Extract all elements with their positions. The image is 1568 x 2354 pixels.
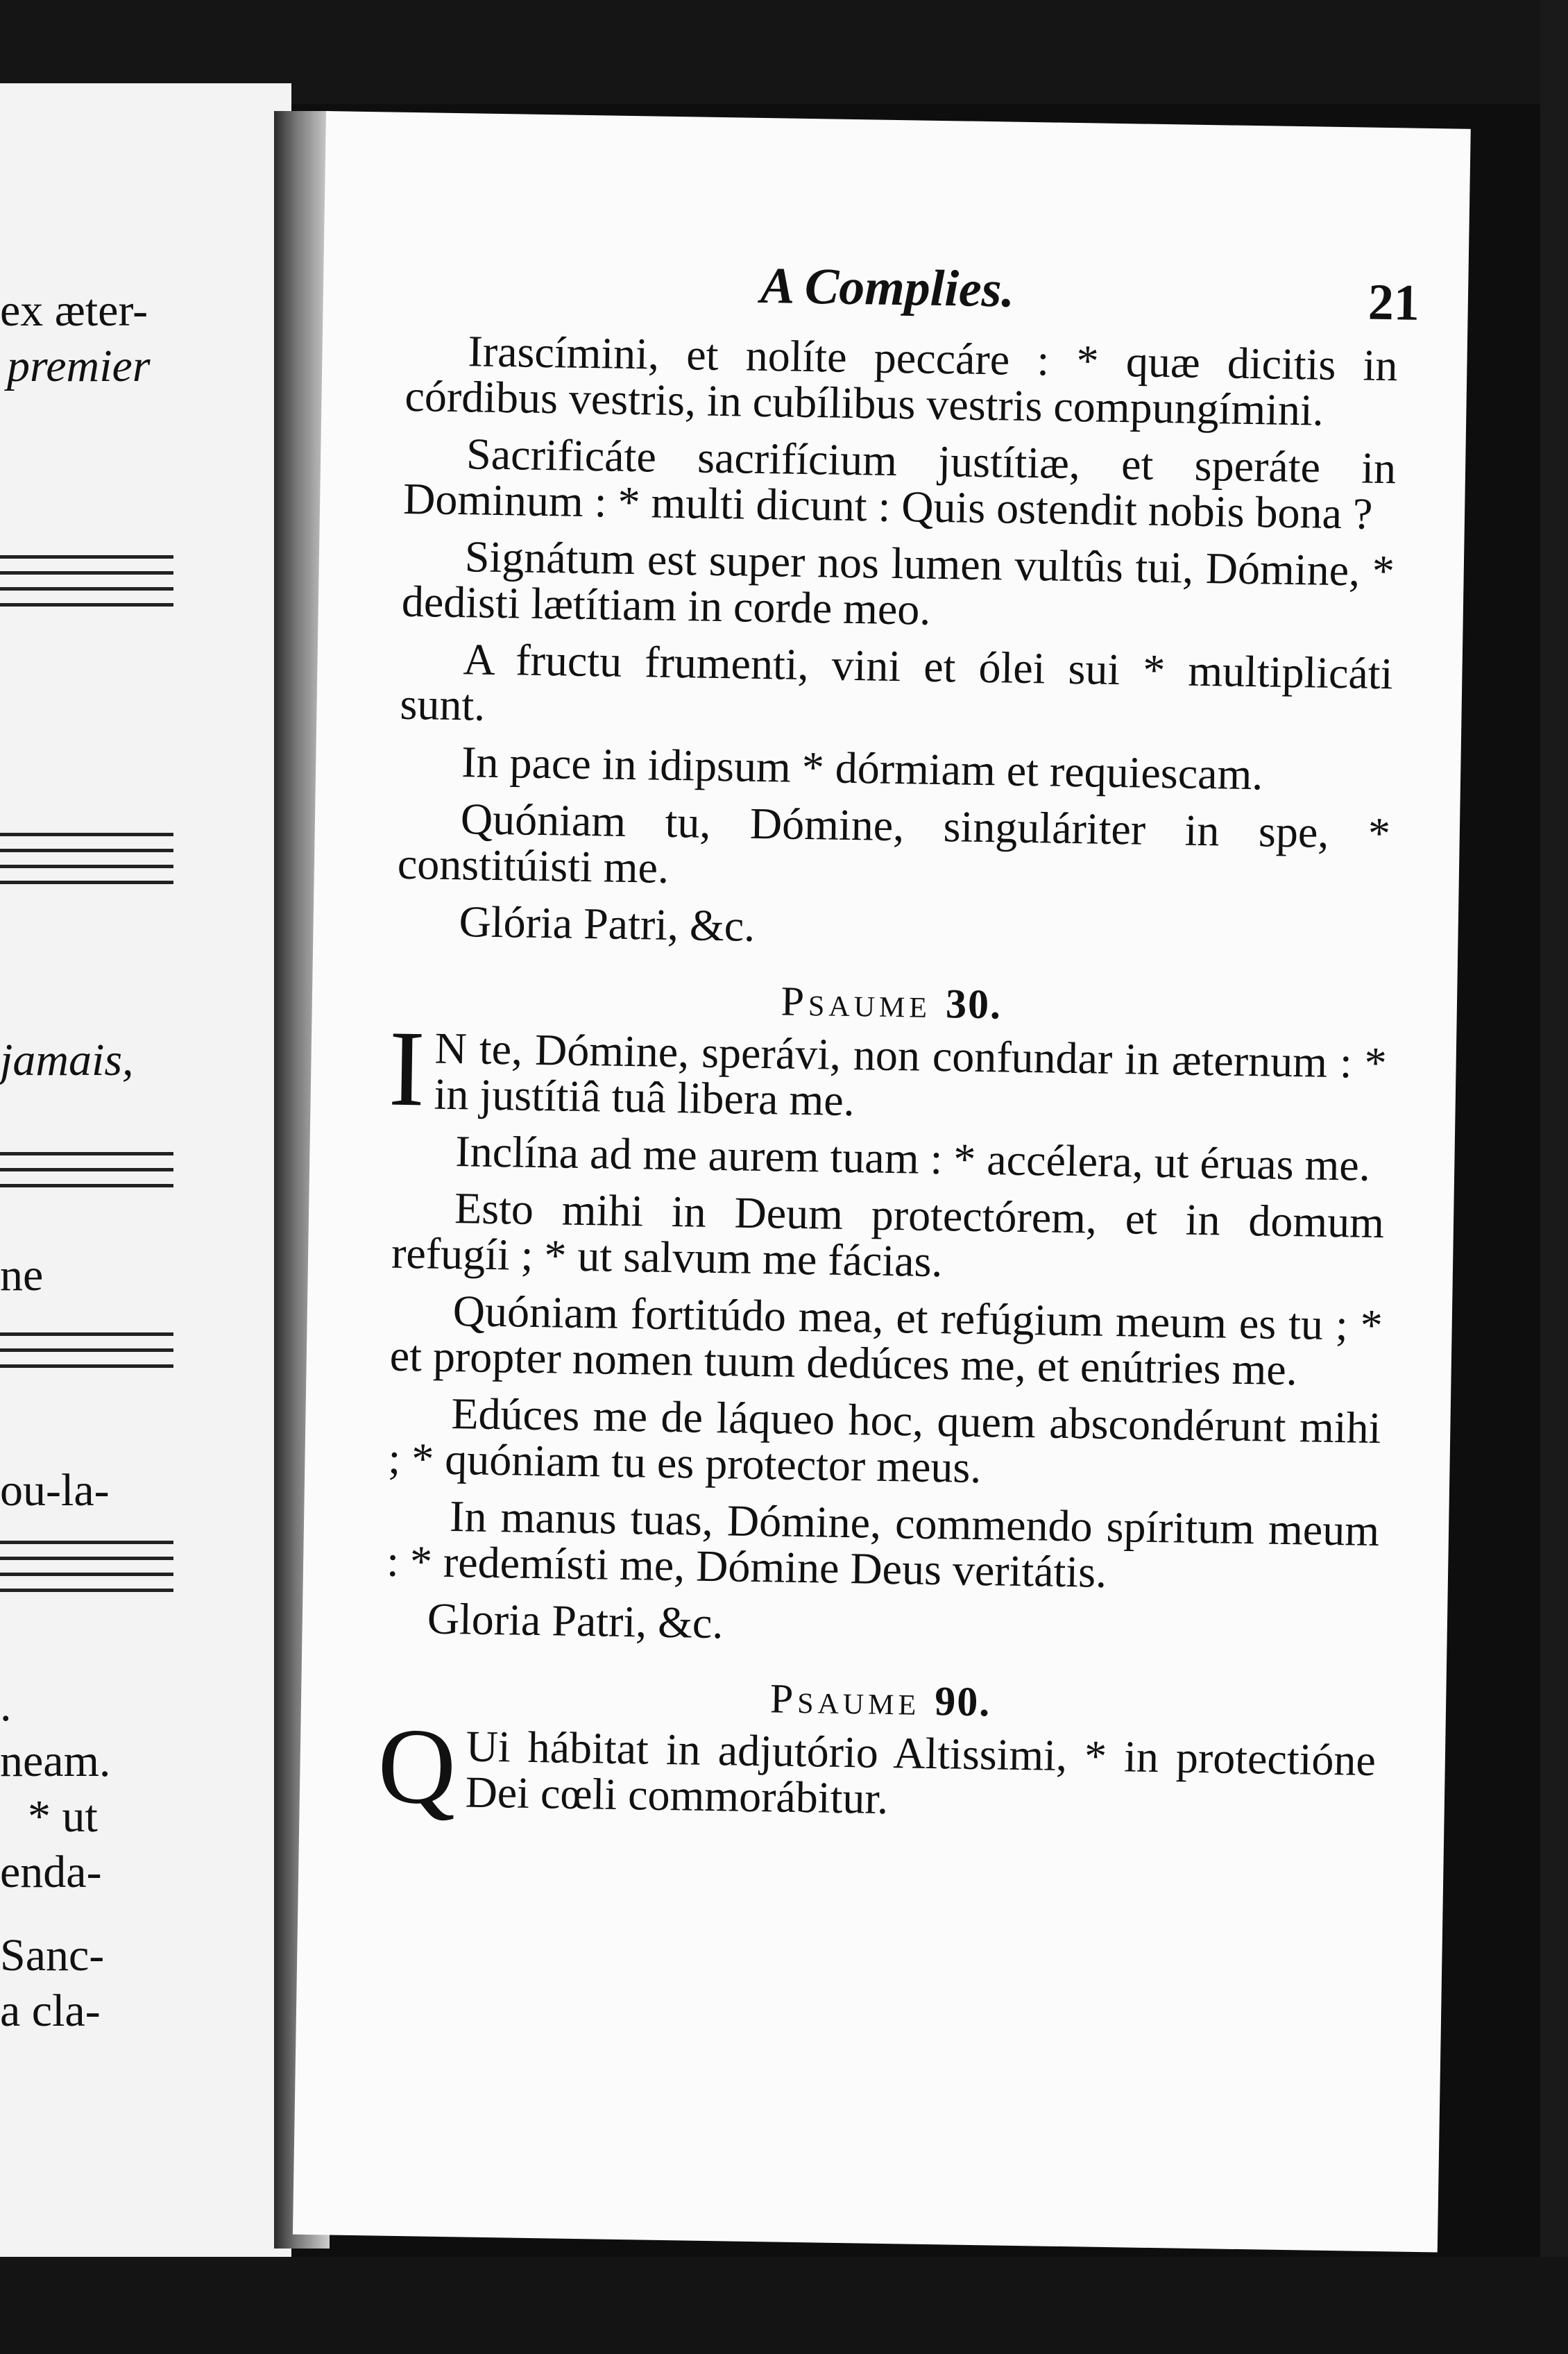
left-fragment: a cla- <box>0 1985 101 2036</box>
psalm-heading-number: 90. <box>934 1678 991 1725</box>
drop-cap: Q <box>377 1705 457 1827</box>
left-fragment: . <box>0 1680 12 1731</box>
verse: Edúces me de láqueo hoc, quem abscondérunt mihi ; * quóniam tu es protector meus. <box>387 1389 1381 1493</box>
psalm-heading-number: 30. <box>945 981 1003 1028</box>
left-fragment: ou-la- <box>0 1465 110 1516</box>
music-staff <box>0 555 173 619</box>
scan-border-right <box>1540 0 1568 2354</box>
left-fragment: Sanc- <box>0 1930 105 1981</box>
verse: Esto mihi in Deum protectórem, et in domum refugíi ; * ut salvum me fácias. <box>391 1183 1385 1287</box>
left-fragment: premier <box>7 341 151 391</box>
left-fragment: ex æter- <box>0 285 148 336</box>
page-body <box>377 326 1398 1840</box>
psalm-heading-label: Psaume <box>781 978 932 1026</box>
left-fragment: jamais, <box>0 1035 134 1085</box>
left-fragment: enda- <box>0 1847 102 1897</box>
music-staff <box>0 1541 173 1604</box>
gloria-patri: Glória Patri, &c. <box>459 897 756 951</box>
verse-first <box>387 1008 1388 1132</box>
verse: Inclína ad me aurem tuam : * accélera, ut éruas me. <box>454 1126 1371 1190</box>
verse: In manus tuas, Dómine, commendo spíritum meum : * redemísti me, Dómine Deus veritátis. <box>386 1491 1380 1597</box>
verse: Quóniam tu, Dómine, singuláriter in spe, * constitúisti me. <box>397 794 1391 892</box>
running-title: A Complies. <box>760 257 1015 319</box>
verse: In pace in idipsum * dórmiam et requiescam. <box>461 737 1263 799</box>
left-fragment: * ut <box>28 1791 98 1842</box>
verse: Sacrificáte sacrifícium justítiæ, et speráte in Dominum : * multi dicunt : Quis ostendit nobis bona ? <box>402 429 1397 539</box>
left-fragment: ne <box>0 1250 44 1301</box>
drop-cap: I <box>387 1008 426 1129</box>
verse-first <box>377 1705 1377 1829</box>
music-staff <box>0 1332 173 1380</box>
psalm-heading-label: Psaume <box>769 1675 921 1724</box>
book-page <box>293 111 1471 2253</box>
gloria-patri: Gloria Patri, &c. <box>427 1593 724 1648</box>
left-facing-page <box>0 83 291 2262</box>
left-fragment: neam. <box>0 1736 111 1786</box>
verse-first-text: N te, Dómine, sperávi, non confundar in æternum : * in justítiâ tuâ libera me. <box>434 1023 1388 1126</box>
verse-first-text: Ui hábitat in adjutório Altissimi, * in protectióne Dei cœli commorábitur. <box>465 1721 1377 1824</box>
verse: Irascímini, et nolíte peccáre : * quæ dicitis in córdibus vestris, in cubílibus vestris compungímini. <box>404 326 1398 435</box>
page-number: 21 <box>1367 273 1420 332</box>
page-header <box>323 250 1468 337</box>
verse: Signátum est super nos lumen vultûs tui, Dómine, * dedisti lætítiam in corde meo. <box>401 532 1395 634</box>
music-staff <box>0 1152 173 1200</box>
verse: Quóniam fortitúdo mea, et refúgium meum es tu ; * et propter nomen tuum dedúces me, et enútries me. <box>389 1286 1383 1395</box>
verse: A fructu frumenti, vini et ólei sui * multiplicáti sunt. <box>400 634 1394 730</box>
music-staff <box>0 833 173 897</box>
scan-border-bottom <box>0 2257 1568 2354</box>
